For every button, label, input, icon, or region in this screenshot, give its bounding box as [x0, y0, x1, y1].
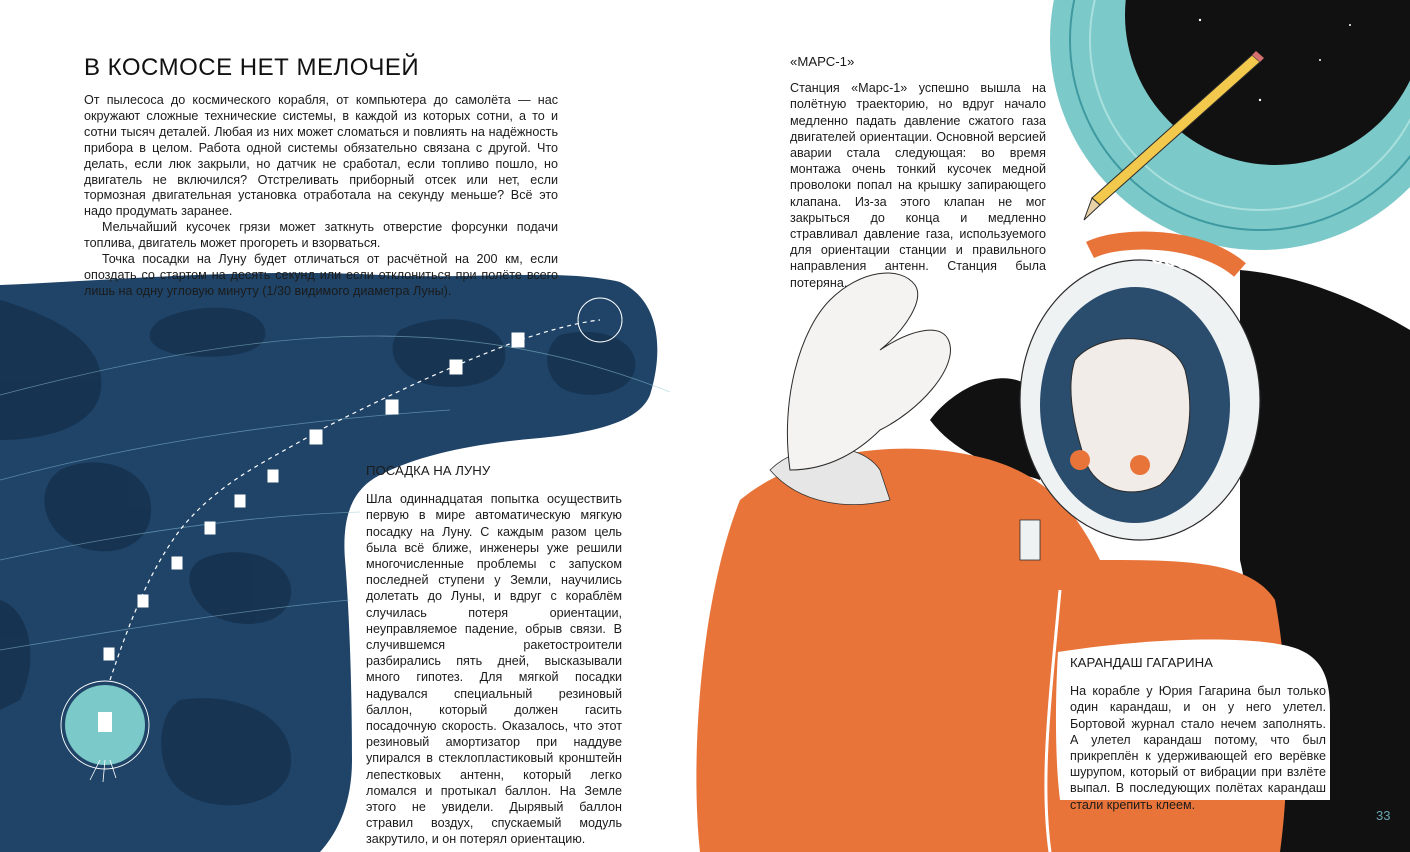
mars1-heading: «МАРС-1» — [790, 54, 855, 69]
mars1-section — [790, 54, 1046, 291]
helmet-ring-with-pencil — [1050, 0, 1410, 250]
moon-landing-section — [366, 463, 622, 848]
intro-text — [84, 93, 558, 300]
gagarin-pencil-section — [1070, 655, 1326, 813]
gagarin-pencil-text: На корабле у Юрия Гагарина был только один карандаш, и он у него улетел. Бортовой журнал стало нечем заполнять. А улетел карандаш потому, что был прикреплён к удерживающей его верёвке шурупом, который от вибрации при взлёте выпал. В последующих полётах карандаш стали крепить клеем. — [1070, 684, 1326, 812]
intro-paragraph: Точка посадки на Луну будет отличаться от расчётной на 200 км, если опоздать со стартом на десять секунд или если отклониться при полёте всего лишь на одну угловую минуту (1/30 видимого диаметра Луны). — [84, 252, 558, 298]
intro-paragraph: От пылесоса до космического корабля, от компьютера до самолёта — нас окружают сложные технические системы, в каждой из которых сотни, а то и сотни тысяч деталей. Любая из них может сломаться и повлиять на надёжность прибора в целом. Работа одной системы обязательно связана с другой. Что делать, если люк закрыли, но датчик не сработал, если топливо пошло, но двигатель не включился? Отстреливать приборный отсек или нет, если тормозная двигательная установка отработала на секунду меньше? Всё это надо продумать заранее. — [84, 93, 558, 219]
moon-landing-heading: ПОСАДКА НА ЛУНУ — [366, 463, 491, 478]
page-number: 33 — [1376, 808, 1391, 823]
gagarin-pencil-heading: КАРАНДАШ ГАГАРИНА — [1070, 655, 1213, 670]
moon-landing-text: Шла одиннадцатая попытка осуществить первую в мире автоматическую мягкую посадку на Луну. С каждым разом цель была всё ближе, инженеры уже решили многочисленные проблемы с запуском последней ступени у Земли, научились долетать до Луны, и вдруг с кораблём случилась потеря ориентации, неуправляемое падение, обрыв связи. В случившемся ракетостроители разбирались пять дней, высказывали много гипотез. Для мягкой посадки надувался специальный резиновый баллон, который должен гасить посадочную скорость. Оказалось, что этот резиновый амортизатор при наддуве упирался в стеклопластиковый кронштейн лепестковых антенн, который легко ломался и протыкал баллон. На Земле этого не увидели. Дырявый баллон стравил воздух, спускаемый модуль закрутило, и он потерял ориентацию. — [366, 492, 622, 847]
intro-paragraph: Мельчайший кусочек грязи может заткнуть отверстие форсунки подачи топлива, двигатель может прогореть и взорваться. — [84, 220, 558, 251]
mars1-text: Станция «Марс-1» успешно вышла на полётную траекторию, но вдруг начало медленно падать давление сжатого газа двигателей ориентации. Основной версией аварии стала следующая: во время монтажа очень тонкий кусочек медной проволоки попал на крышку запирающего клапана. Из-за этого клапан не мог закрыться до конца и медленно стравливал давление газа, используемого для ориентации станции и правильного направления антенн. Станция была потеряна. — [790, 81, 1046, 290]
page-title: В КОСМОСЕ НЕТ МЕЛОЧЕЙ — [84, 54, 420, 81]
helmet-lettering: СССР — [1149, 246, 1204, 277]
